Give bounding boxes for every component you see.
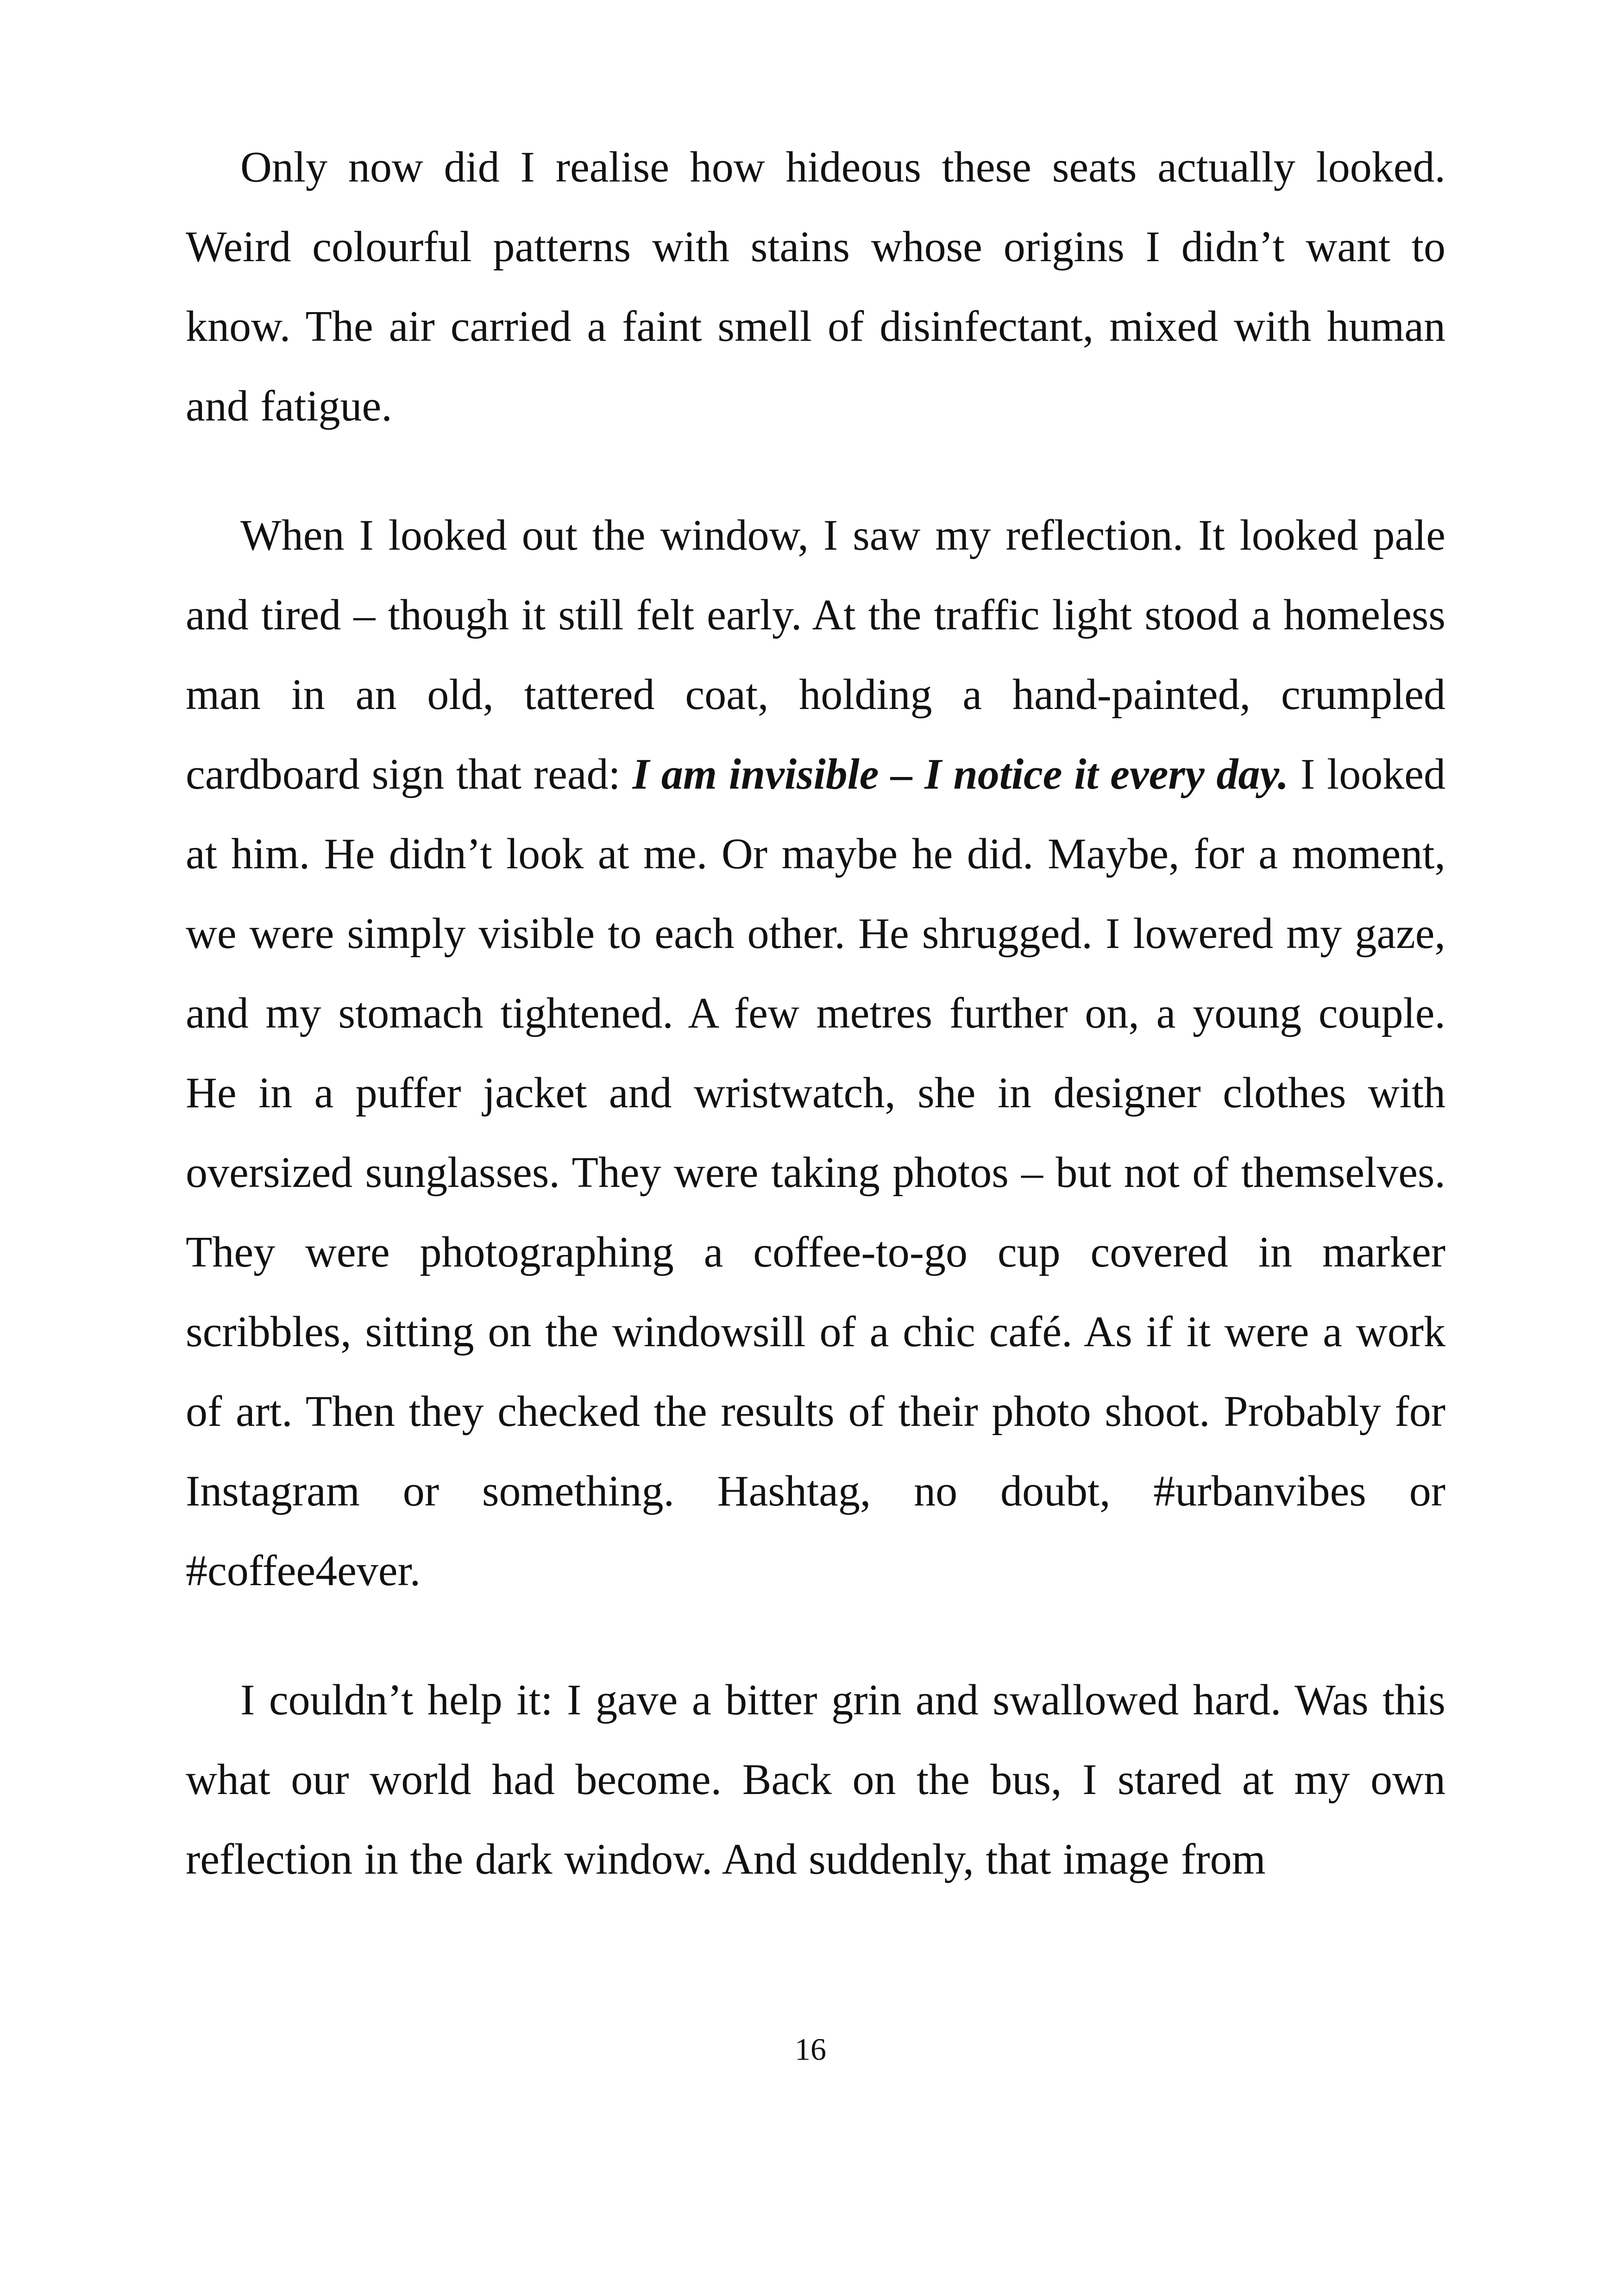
paragraph-1-text: Only now did I realise how hideous these seats actually looked. Weird colourful patterns with stains whose origins I didn’t want to know. The air carried a faint smell of disinfectant, mixed with human and fatigue.	[186, 143, 1445, 430]
paragraph-3-text: I couldn’t help it: I gave a bitter grin and swallowed hard. Was this what our world had become. Back on the bus, I stared at my own reflection in the dark window. And suddenly, that image from	[186, 1676, 1445, 1883]
paragraph-3	[186, 1660, 1445, 1899]
sign-quote-emphasis: I am invisible – I notice it every day.	[632, 750, 1289, 798]
paragraph-2	[186, 496, 1445, 1611]
page-number: 16	[795, 2032, 826, 2067]
paragraph-1	[186, 127, 1445, 446]
paragraph-2-text-before: When I looked out the window, I saw my reflection. It looked pale and tired – though it still felt early. At the traffic light stood a homeless man in an old, tattered coat, holding a hand-painted, crumpled cardboard sign that read:	[186, 511, 1445, 798]
body-text	[186, 127, 1445, 1899]
paragraph-2-text-after: I looked at him. He didn’t look at me. Or maybe he did. Maybe, for a moment, we were simply visible to each other. He shrugged. I lowered my gaze, and my stomach tightened. A few metres further on, a young couple. He in a puffer jacket and wristwatch, she in designer clothes with oversized sunglasses. They were taking photos – but not of themselves. They were photographing a coffee-to-go cup covered in marker scribbles, sitting on the windowsill of a chic café. As if it were a work of art. Then they checked the results of their photo shoot. Probably for Instagram or something. Hashtag, no doubt, #urbanvibes or #coffee4ever.	[186, 750, 1445, 1595]
